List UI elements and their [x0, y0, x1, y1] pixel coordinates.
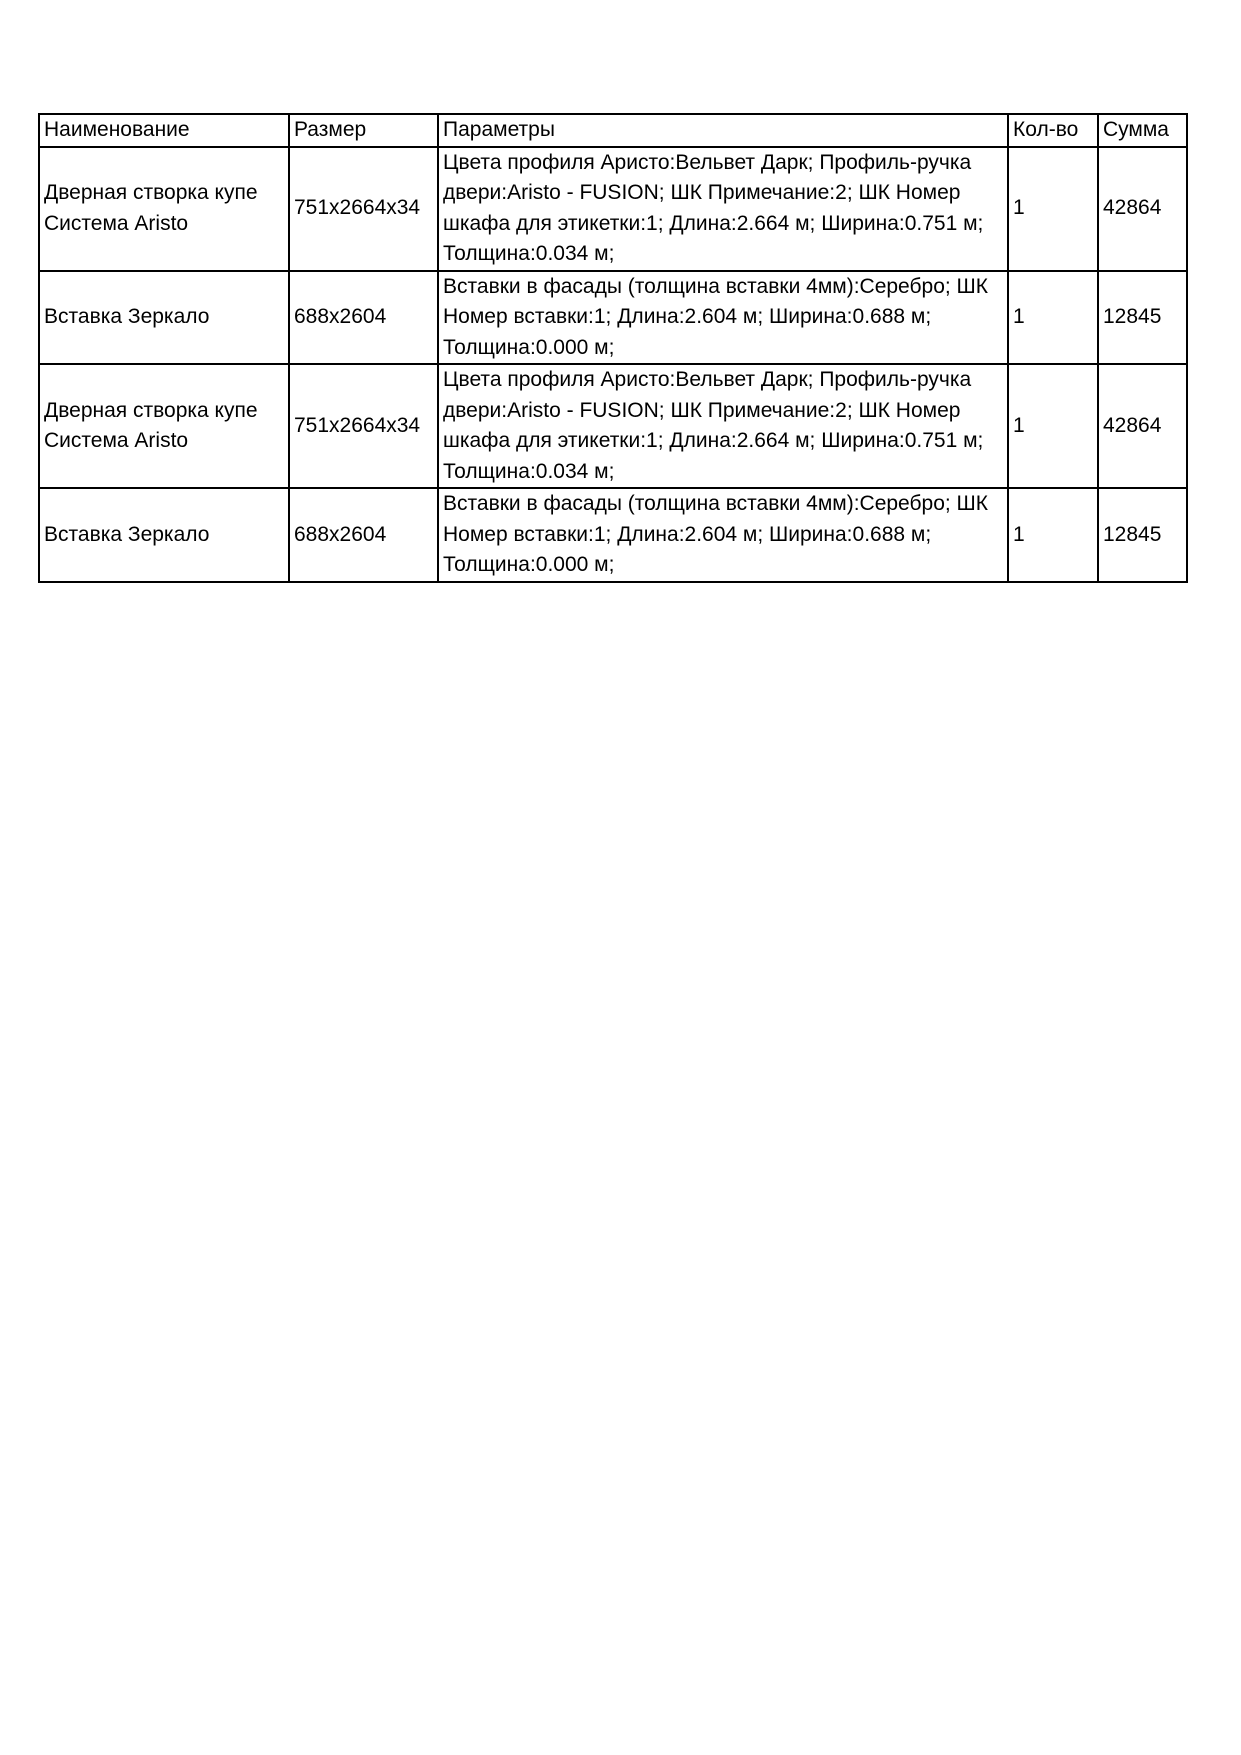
cell-name: Вставка Зеркало [39, 271, 289, 365]
cell-sum: 12845 [1098, 271, 1187, 365]
order-table [38, 113, 1188, 583]
cell-sum: 12845 [1098, 488, 1187, 582]
header-sum: Сумма [1098, 114, 1187, 147]
cell-qty: 1 [1008, 147, 1098, 271]
cell-qty: 1 [1008, 488, 1098, 582]
cell-name: Дверная створка купе Система Aristo [39, 147, 289, 271]
cell-size: 751x2664x34 [289, 364, 438, 488]
cell-qty: 1 [1008, 271, 1098, 365]
header-name: Наименование [39, 114, 289, 147]
header-row [39, 114, 1187, 147]
cell-size: 688x2604 [289, 488, 438, 582]
cell-size: 688x2604 [289, 271, 438, 365]
cell-sum: 42864 [1098, 147, 1187, 271]
table-row [39, 147, 1187, 271]
cell-params: Цвета профиля Аристо:Вельвет Дарк; Профиль-ручка двери:Aristo - FUSION; ШК Примечание:2; ШК Номер шкафа для этикетки:1; Длина:2.664 м; Ширина:0.751 м; Толщина:0.034 м; [438, 147, 1008, 271]
cell-params: Вставки в фасады (толщина вставки 4мм):Серебро; ШК Номер вставки:1; Длина:2.604 м; Ширина:0.688 м; Толщина:0.000 м; [438, 488, 1008, 582]
table-row [39, 488, 1187, 582]
table-row [39, 364, 1187, 488]
cell-name: Вставка Зеркало [39, 488, 289, 582]
cell-params: Цвета профиля Аристо:Вельвет Дарк; Профиль-ручка двери:Aristo - FUSION; ШК Примечание:2; ШК Номер шкафа для этикетки:1; Длина:2.664 м; Ширина:0.751 м; Толщина:0.034 м; [438, 364, 1008, 488]
header-qty: Кол-во [1008, 114, 1098, 147]
header-size: Размер [289, 114, 438, 147]
order-sheet [38, 113, 1188, 583]
cell-sum: 42864 [1098, 364, 1187, 488]
table-row [39, 271, 1187, 365]
header-params: Параметры [438, 114, 1008, 147]
cell-name: Дверная створка купе Система Aristo [39, 364, 289, 488]
cell-params: Вставки в фасады (толщина вставки 4мм):Серебро; ШК Номер вставки:1; Длина:2.604 м; Ширина:0.688 м; Толщина:0.000 м; [438, 271, 1008, 365]
cell-size: 751x2664x34 [289, 147, 438, 271]
cell-qty: 1 [1008, 364, 1098, 488]
